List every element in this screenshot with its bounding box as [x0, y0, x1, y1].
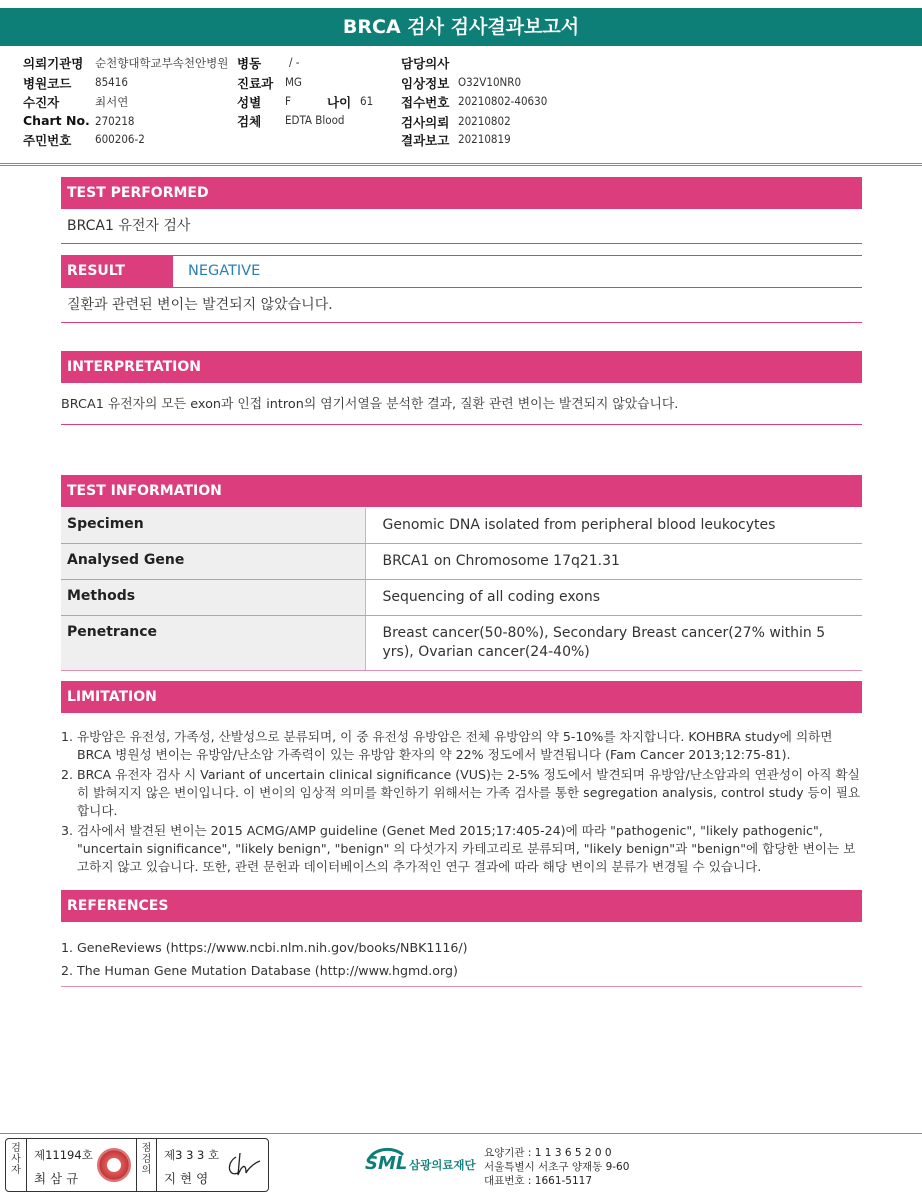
- reviewer-label: 점검의: [141, 1143, 152, 1176]
- reviewer-signature-icon: [224, 1149, 264, 1181]
- methods-value: Sequencing of all coding exons: [365, 580, 862, 616]
- org-address: 서울특별시 서초구 양재동 9-60: [484, 1161, 630, 1173]
- test-performed-heading: TEST PERFORMED: [61, 177, 862, 209]
- org-code: 요양기관 : 1 1 3 6 5 2 0 0: [484, 1147, 612, 1159]
- result-value: NEGATIVE: [188, 263, 261, 279]
- references-divider: [61, 986, 862, 987]
- list-item: 2. BRCA 유전자 검사 시 Variant of uncertain clinical significance (VUS)는 2-5% 정도에서 발견되며 유방암/난소암과의 연관성이 아직 확실히 밝혀지지 않은 변이입니다. 이 변이의 임상적 의미를 확인하기 위해서는 가족 검사를 통한 segregation analysis, control study 등이 필요합니다.: [61, 767, 861, 818]
- list-item: 1. GeneReviews (https://www.ncbi.nlm.nih.gov/books/NBK1116/): [61, 940, 468, 955]
- doctor-label: 담당의사: [401, 56, 450, 71]
- references-list: [61, 936, 862, 982]
- table-row: [61, 508, 862, 544]
- specimen-key: Specimen: [61, 508, 365, 544]
- request-date-value: 20210802: [458, 114, 511, 128]
- table-row: [61, 616, 862, 671]
- examiner-label: 검사자: [11, 1143, 21, 1176]
- resident-no-value: 600206-2: [95, 132, 145, 146]
- test-performed-section: [61, 177, 862, 244]
- list-item: 3. 검사에서 발견된 변이는 2015 ACMG/AMP guideline (Genet Med 2015;17:405-24)에 따라 "pathogenic", "likely pathogenic", "uncertain significance", "likely benign", "benign" 의 다섯가지 카테고리로 분류되며, "likely benign"과 "benign"에 합당한 변이는 보고하지 않고 있습니다. 또한, 관련 문헌과 데이터베이스의 추가적인 연구 결과에 따라 해당 변이의 분류가 변경될 수 있습니다.: [61, 823, 856, 874]
- institution-value: 순천향대학교부속천안병원: [95, 56, 229, 70]
- reviewer-label-cell: [136, 1139, 157, 1191]
- analysed-gene-key: Analysed Gene: [61, 544, 365, 580]
- reference-link-hgmd[interactable]: The Human Gene Mutation Database (http://www.hgmd.org): [77, 963, 458, 978]
- report-date-value: 20210819: [458, 132, 511, 146]
- test-information-heading: TEST INFORMATION: [61, 475, 862, 507]
- interpretation-text: BRCA1 유전자의 모든 exon과 인접 intron의 염기서열을 분석한 결과, 질환 관련 변이는 발견되지 않았습니다.: [61, 383, 862, 425]
- ward-value: / -: [289, 55, 300, 69]
- receipt-no-value: 20210802-40630: [458, 94, 548, 108]
- signature-box: [5, 1138, 269, 1192]
- references-section: [61, 890, 862, 922]
- receipt-no-label: 접수번호: [401, 95, 450, 110]
- org-phone: 대표번호 : 1661-5117: [484, 1175, 593, 1187]
- specimen-value: EDTA Blood: [285, 113, 345, 127]
- reviewer-license: 제3 3 3 호: [164, 1148, 220, 1162]
- table-row: [61, 580, 862, 616]
- result-text: 질환과 관련된 변이는 발견되지 않았습니다.: [61, 289, 862, 323]
- request-date-label: 검사의뢰: [401, 115, 450, 130]
- department-label: 진료과: [237, 76, 274, 91]
- result-row: [61, 255, 862, 288]
- penetrance-key: Penetrance: [61, 616, 365, 671]
- institution-label: 의뢰기관명: [23, 56, 84, 71]
- test-performed-text: BRCA1 유전자 검사: [61, 209, 862, 244]
- resident-no-label: 주민번호: [23, 133, 72, 148]
- limitation-list: [61, 728, 862, 878]
- examiner-license: 제11194호: [34, 1148, 93, 1162]
- analysed-gene-value: BRCA1 on Chromosome 17q21.31: [365, 544, 862, 580]
- penetrance-value: Breast cancer(50-80%), Secondary Breast cancer(27% within 5 yrs), Ovarian cancer(24-40%): [365, 616, 862, 671]
- reviewer-name: 지 현 영: [164, 1171, 209, 1186]
- org-info: [484, 1146, 629, 1188]
- specimen-value-cell: Genomic DNA isolated from peripheral blood leukocytes: [365, 508, 862, 544]
- patient-info: [0, 48, 922, 166]
- sex-label: 성별: [237, 95, 262, 110]
- org-logo-text: SML: [365, 1153, 408, 1174]
- report-title: BRCA 검사 검사결과보고서: [0, 8, 922, 46]
- clinical-info-value: O32V10NR0: [458, 75, 522, 89]
- limitation-section: [61, 681, 862, 713]
- list-item: 1. 유방암은 유전성, 가족성, 산발성으로 분류되며, 이 중 유전성 유방암은 전체 유방암의 약 5-10%를 차지합니다. KOHBRA study에 의하면 BRCA 병원성 변이는 유방암/난소암 가족력이 있는 유방암 환자의 약 22% 정도에서 발견됩니다 (Fam Cancer 2013;12:75-81).: [61, 729, 833, 762]
- clinical-info-label: 임상정보: [401, 76, 450, 91]
- examinee-value: 최서연: [95, 95, 129, 109]
- test-information-section: [61, 475, 862, 507]
- specimen-label: 검체: [237, 114, 262, 129]
- hospital-code-value: 85416: [95, 75, 128, 89]
- ward-label: 병동: [237, 56, 262, 71]
- age-value: 61: [360, 94, 374, 108]
- examiner-name: 최 삼 규: [34, 1171, 79, 1186]
- references-heading: REFERENCES: [61, 890, 862, 922]
- chart-no-value: 270218: [95, 114, 135, 128]
- interpretation-section: [61, 351, 862, 425]
- chart-no-label: Chart No.: [23, 113, 90, 128]
- examiner-label-cell: [6, 1139, 27, 1191]
- limitation-heading: LIMITATION: [61, 681, 862, 713]
- list-item: 2. The Human Gene Mutation Database (http://www.hgmd.org): [61, 963, 458, 978]
- methods-key: Methods: [61, 580, 365, 616]
- sex-value: F: [285, 94, 291, 108]
- department-value: MG: [285, 75, 302, 89]
- org-name: 삼광의료재단: [409, 1158, 476, 1172]
- test-information-table: [61, 508, 862, 671]
- result-label: RESULT: [61, 256, 173, 287]
- hospital-code-label: 병원코드: [23, 76, 72, 91]
- reference-link-genereviews[interactable]: GeneReviews (https://www.ncbi.nlm.nih.gov/books/NBK1116/): [77, 940, 468, 955]
- examinee-label: 수진자: [23, 95, 60, 110]
- footer-divider: [0, 1133, 922, 1134]
- examiner-seal-icon: [97, 1148, 131, 1182]
- table-row: [61, 544, 862, 580]
- report-date-label: 결과보고: [401, 133, 450, 148]
- interpretation-heading: INTERPRETATION: [61, 351, 862, 383]
- age-label: 나이: [327, 95, 352, 110]
